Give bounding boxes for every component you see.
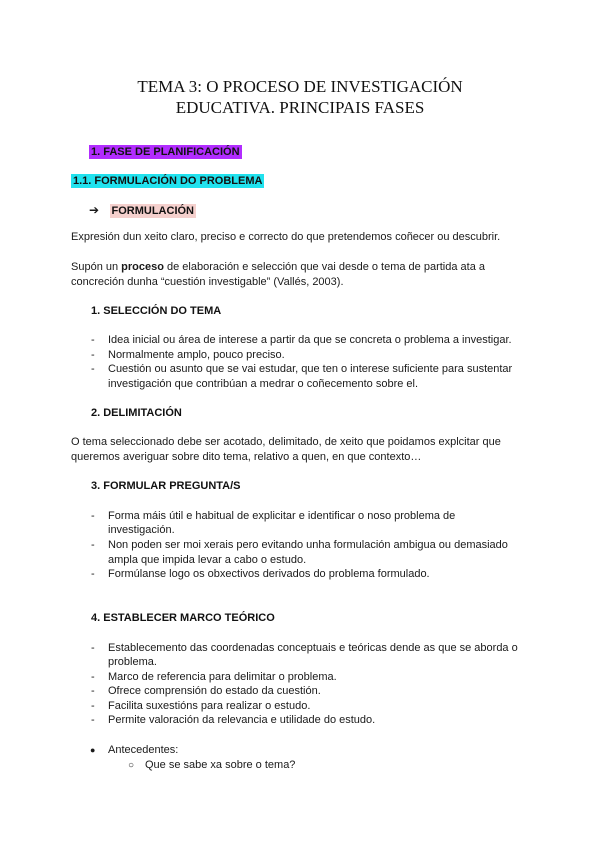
- section-1-heading: 1. FASE DE PLANIFICACIÓN: [91, 146, 240, 158]
- heading-formular-preguntas: 3. FORMULAR PREGUNTA/S: [91, 480, 241, 492]
- document-page: TEMA 3: O PROCESO DE INVESTIGACIÓN EDUCATIVA. PRINCIPAIS FASES 1. FASE DE PLANIFICACIÓN 1.1. FORMULACIÓN DO PROBLEMA ➔ FORMULACIÓN Expresión dun xeito claro, preciso e correcto do que pretendemos coñecer ou descubrir. Supón un proceso de elaboración e selección que vai desde o tema de partida ata a concreción dunha “cuestión investigable” (Vallés, 2003). 1. SELECCIÓN DO TEMA - Idea inicial ou área de interese a partir da que se concreta o problema a investigar. - Normalmente amplo, pouco preciso. - Cuestión ou asunto que se vai estudar, que ten o interese suficiente para sustentar investigación que contribúan a medrar o coñecemento sobre el. 2. DELIMITACIÓN O tema seleccionado debe ser acotado, delimitado, de xeito que poidamos explcitar que queremos averiguar sobre dito tema, relativo a quen, en que contexto… 3. FORMULAR PREGUNTA/S - Forma máis útil e habitual de explicitar e identificar o noso problema de investigación. - Non poden ser moi xerais pero evitando unha formulación ambigua ou demasiado ampla que impida levar a cabo o estudo. - Formúlanse logo os obxectivos derivados do problema formulado. 4. ESTABLECER MARCO TEÓRICO - Establecemento das coordenadas conceptuais e teóricas dende as que se aborda o problema. - Marco de referencia para delimitar o problema. - Ofrece comprensión do estado da cuestión. - Facilita suxestións para realizar o estudo. - Permite valoración da relevancia e utilidade do estudo. ● Antecedentes: ○ Que se sabe xa sobre o tema?: [0, 0, 600, 848]
- heading-delimitacion: 2. DELIMITACIÓN: [91, 407, 182, 419]
- title-line-2: EDUCATIVA. PRINCIPAIS FASES: [175, 98, 425, 117]
- formulacion-heading: ➔ FORMULACIÓN: [89, 203, 195, 217]
- section-1-1-heading: 1.1. FORMULACIÓN DO PROBLEMA: [73, 175, 263, 187]
- paragraph-3-line-1: O tema seleccionado debe ser acotado, delimitado, de xeito que poidamos explcitar que: [71, 436, 501, 448]
- title-line-1: TEMA 3: O PROCESO DE INVESTIGACIÓN: [137, 77, 463, 96]
- paragraph-2-line-1: Supón un proceso de elaboración e selección que vai desde o tema de partida ata a: [71, 261, 486, 273]
- heading-seleccion-tema: 1. SELECCIÓN DO TEMA: [91, 305, 222, 317]
- paragraph-2-line-2: concreción dunha “cuestión investigable” (Vallés, 2003).: [71, 276, 344, 288]
- bullet-icon: ●: [90, 745, 96, 755]
- arrow-icon: ➔: [89, 203, 100, 217]
- paragraph-3-line-2: queremos averiguar sobre dito tema, relativo a quen, en que contexto…: [71, 451, 422, 463]
- circle-bullet-icon: ○: [128, 760, 135, 771]
- paragraph-1: Expresión dun xeito claro, preciso e correcto do que pretendemos coñecer ou descubrir.: [71, 231, 501, 243]
- heading-marco-teorico: 4. ESTABLECER MARCO TEÓRICO: [91, 612, 275, 624]
